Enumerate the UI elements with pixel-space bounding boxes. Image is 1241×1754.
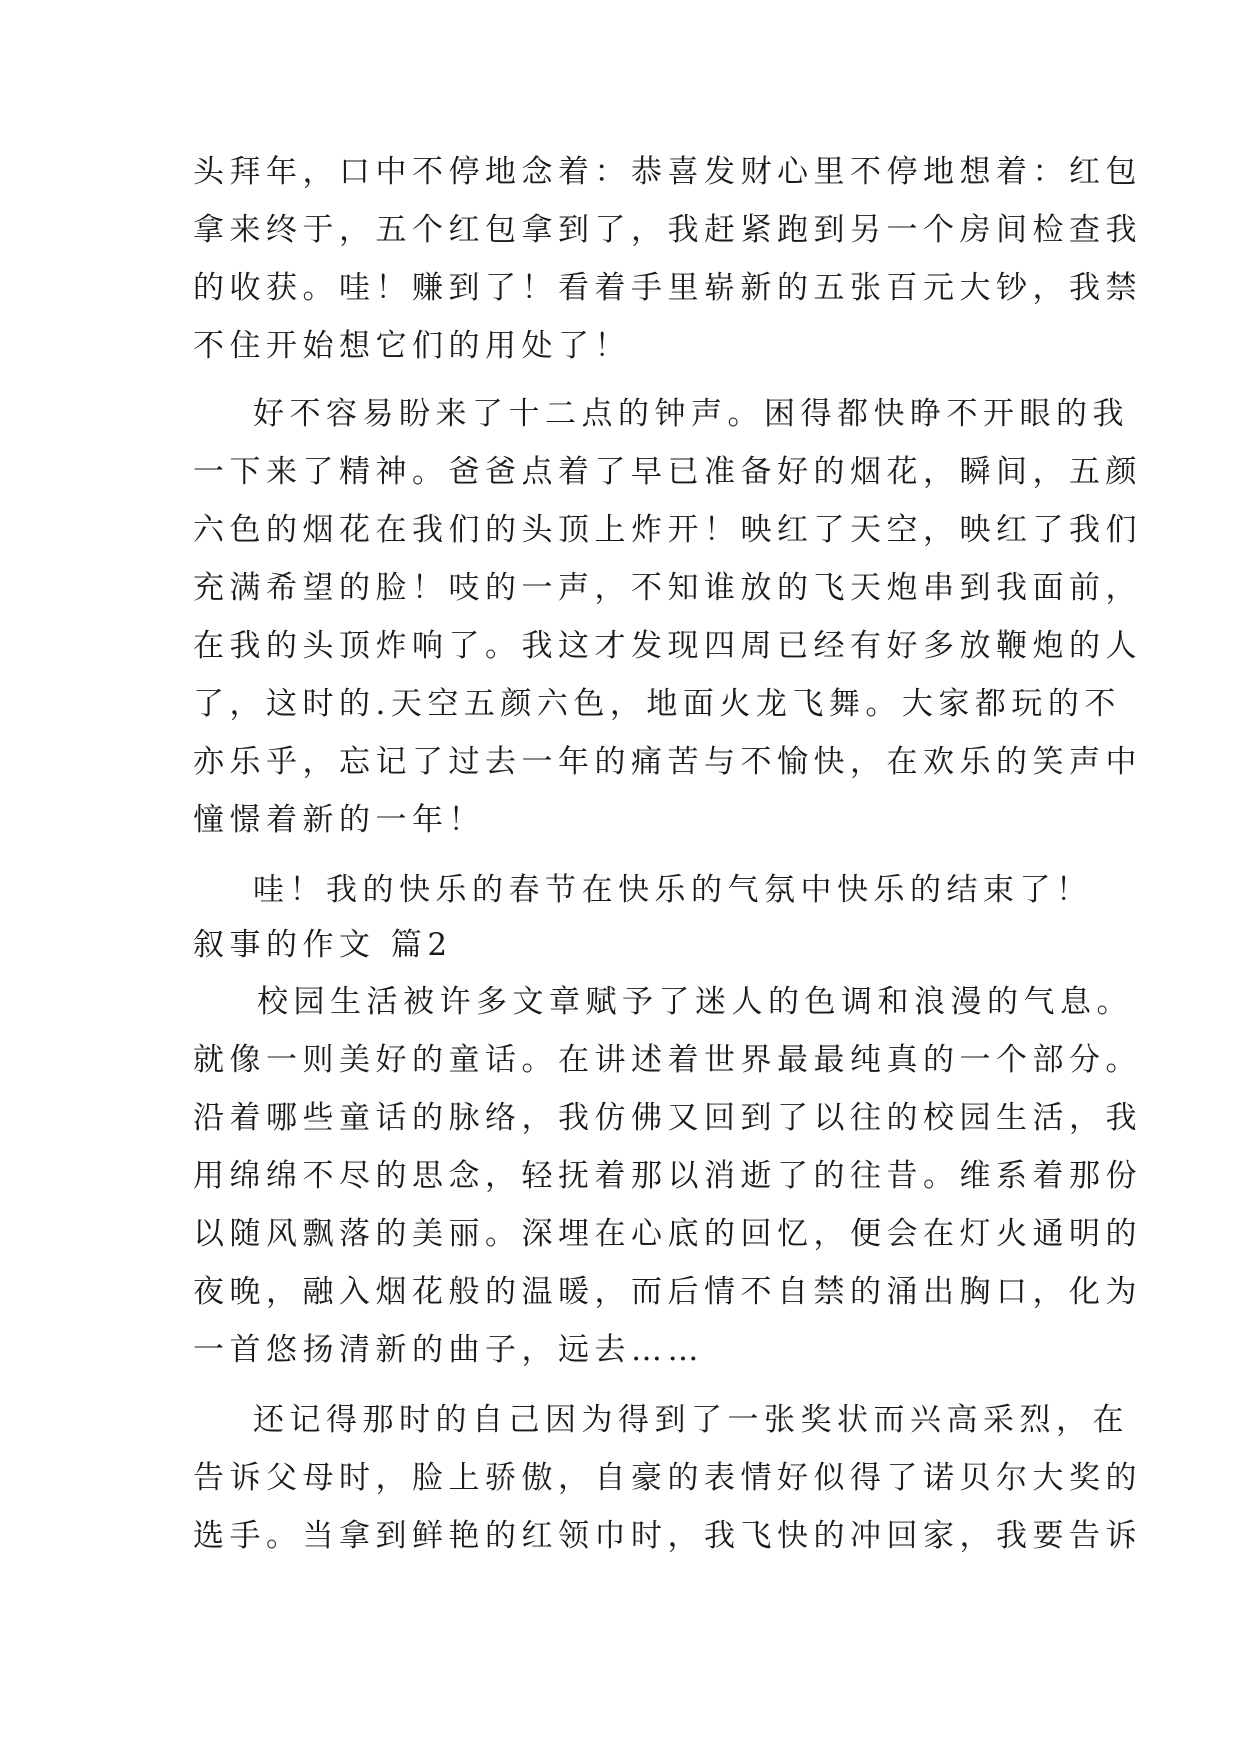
section-heading: 叙事的作文 篇2 — [193, 927, 453, 963]
text-line: 一下来了精神。爸爸点着了早已准备好的烟花，瞬间，五颜 — [193, 454, 1142, 490]
text-line: 就像一则美好的童话。在讲述着世界最最纯真的一个部分。 — [193, 1042, 1142, 1078]
text-line: 头拜年，口中不停地念着：恭喜发财心里不停地想着：红包 — [193, 154, 1142, 190]
text-line: 六色的烟花在我们的头顶上炸开！映红了天空，映红了我们 — [193, 512, 1142, 548]
text-line: 的收获。哇！赚到了！看着手里崭新的五张百元大钞，我禁 — [193, 270, 1142, 306]
text-line: 充满希望的脸！吱的一声，不知谁放的飞天炮串到我面前， — [193, 570, 1142, 606]
paragraph-first-line: 还记得那时的自己因为得到了一张奖状而兴高采烈，在 — [253, 1402, 1129, 1438]
text-line: 在我的头顶炸响了。我这才发现四周已经有好多放鞭炮的人 — [193, 628, 1142, 664]
text-line: 憧憬着新的一年！ — [193, 802, 485, 838]
text-line: 选手。当拿到鲜艳的红领巾时，我飞快的冲回家，我要告诉 — [193, 1518, 1142, 1554]
text-line: 沿着哪些童话的脉络，我仿佛又回到了以往的校园生活，我 — [193, 1100, 1142, 1136]
paragraph-first-line: 哇！我的快乐的春节在快乐的气氛中快乐的结束了！ — [253, 872, 1093, 908]
text-line: 告诉父母时，脸上骄傲，自豪的表情好似得了诺贝尔大奖的 — [193, 1460, 1142, 1496]
paragraph-first-line: 校园生活被许多文章赋予了迷人的色调和浪漫的气息。 — [257, 984, 1133, 1020]
paragraph-first-line: 好不容易盼来了十二点的钟声。困得都快睁不开眼的我 — [253, 396, 1129, 432]
text-line: 了，这时的.天空五颜六色，地面火龙飞舞。大家都玩的不 — [193, 686, 1121, 722]
text-line: 一首悠扬清新的曲子，远去…… — [193, 1332, 704, 1368]
text-line: 拿来终于，五个红包拿到了，我赶紧跑到另一个房间检查我 — [193, 212, 1142, 248]
text-line: 夜晚，融入烟花般的温暖，而后情不自禁的涌出胸口，化为 — [193, 1274, 1142, 1310]
text-line: 不住开始想它们的用处了！ — [193, 328, 631, 364]
text-line: 用绵绵不尽的思念，轻抚着那以消逝了的往昔。维系着那份 — [193, 1158, 1142, 1194]
text-line: 亦乐乎，忘记了过去一年的痛苦与不愉快，在欢乐的笑声中 — [193, 744, 1142, 780]
text-line: 以随风飘落的美丽。深埋在心底的回忆，便会在灯火通明的 — [193, 1216, 1142, 1252]
